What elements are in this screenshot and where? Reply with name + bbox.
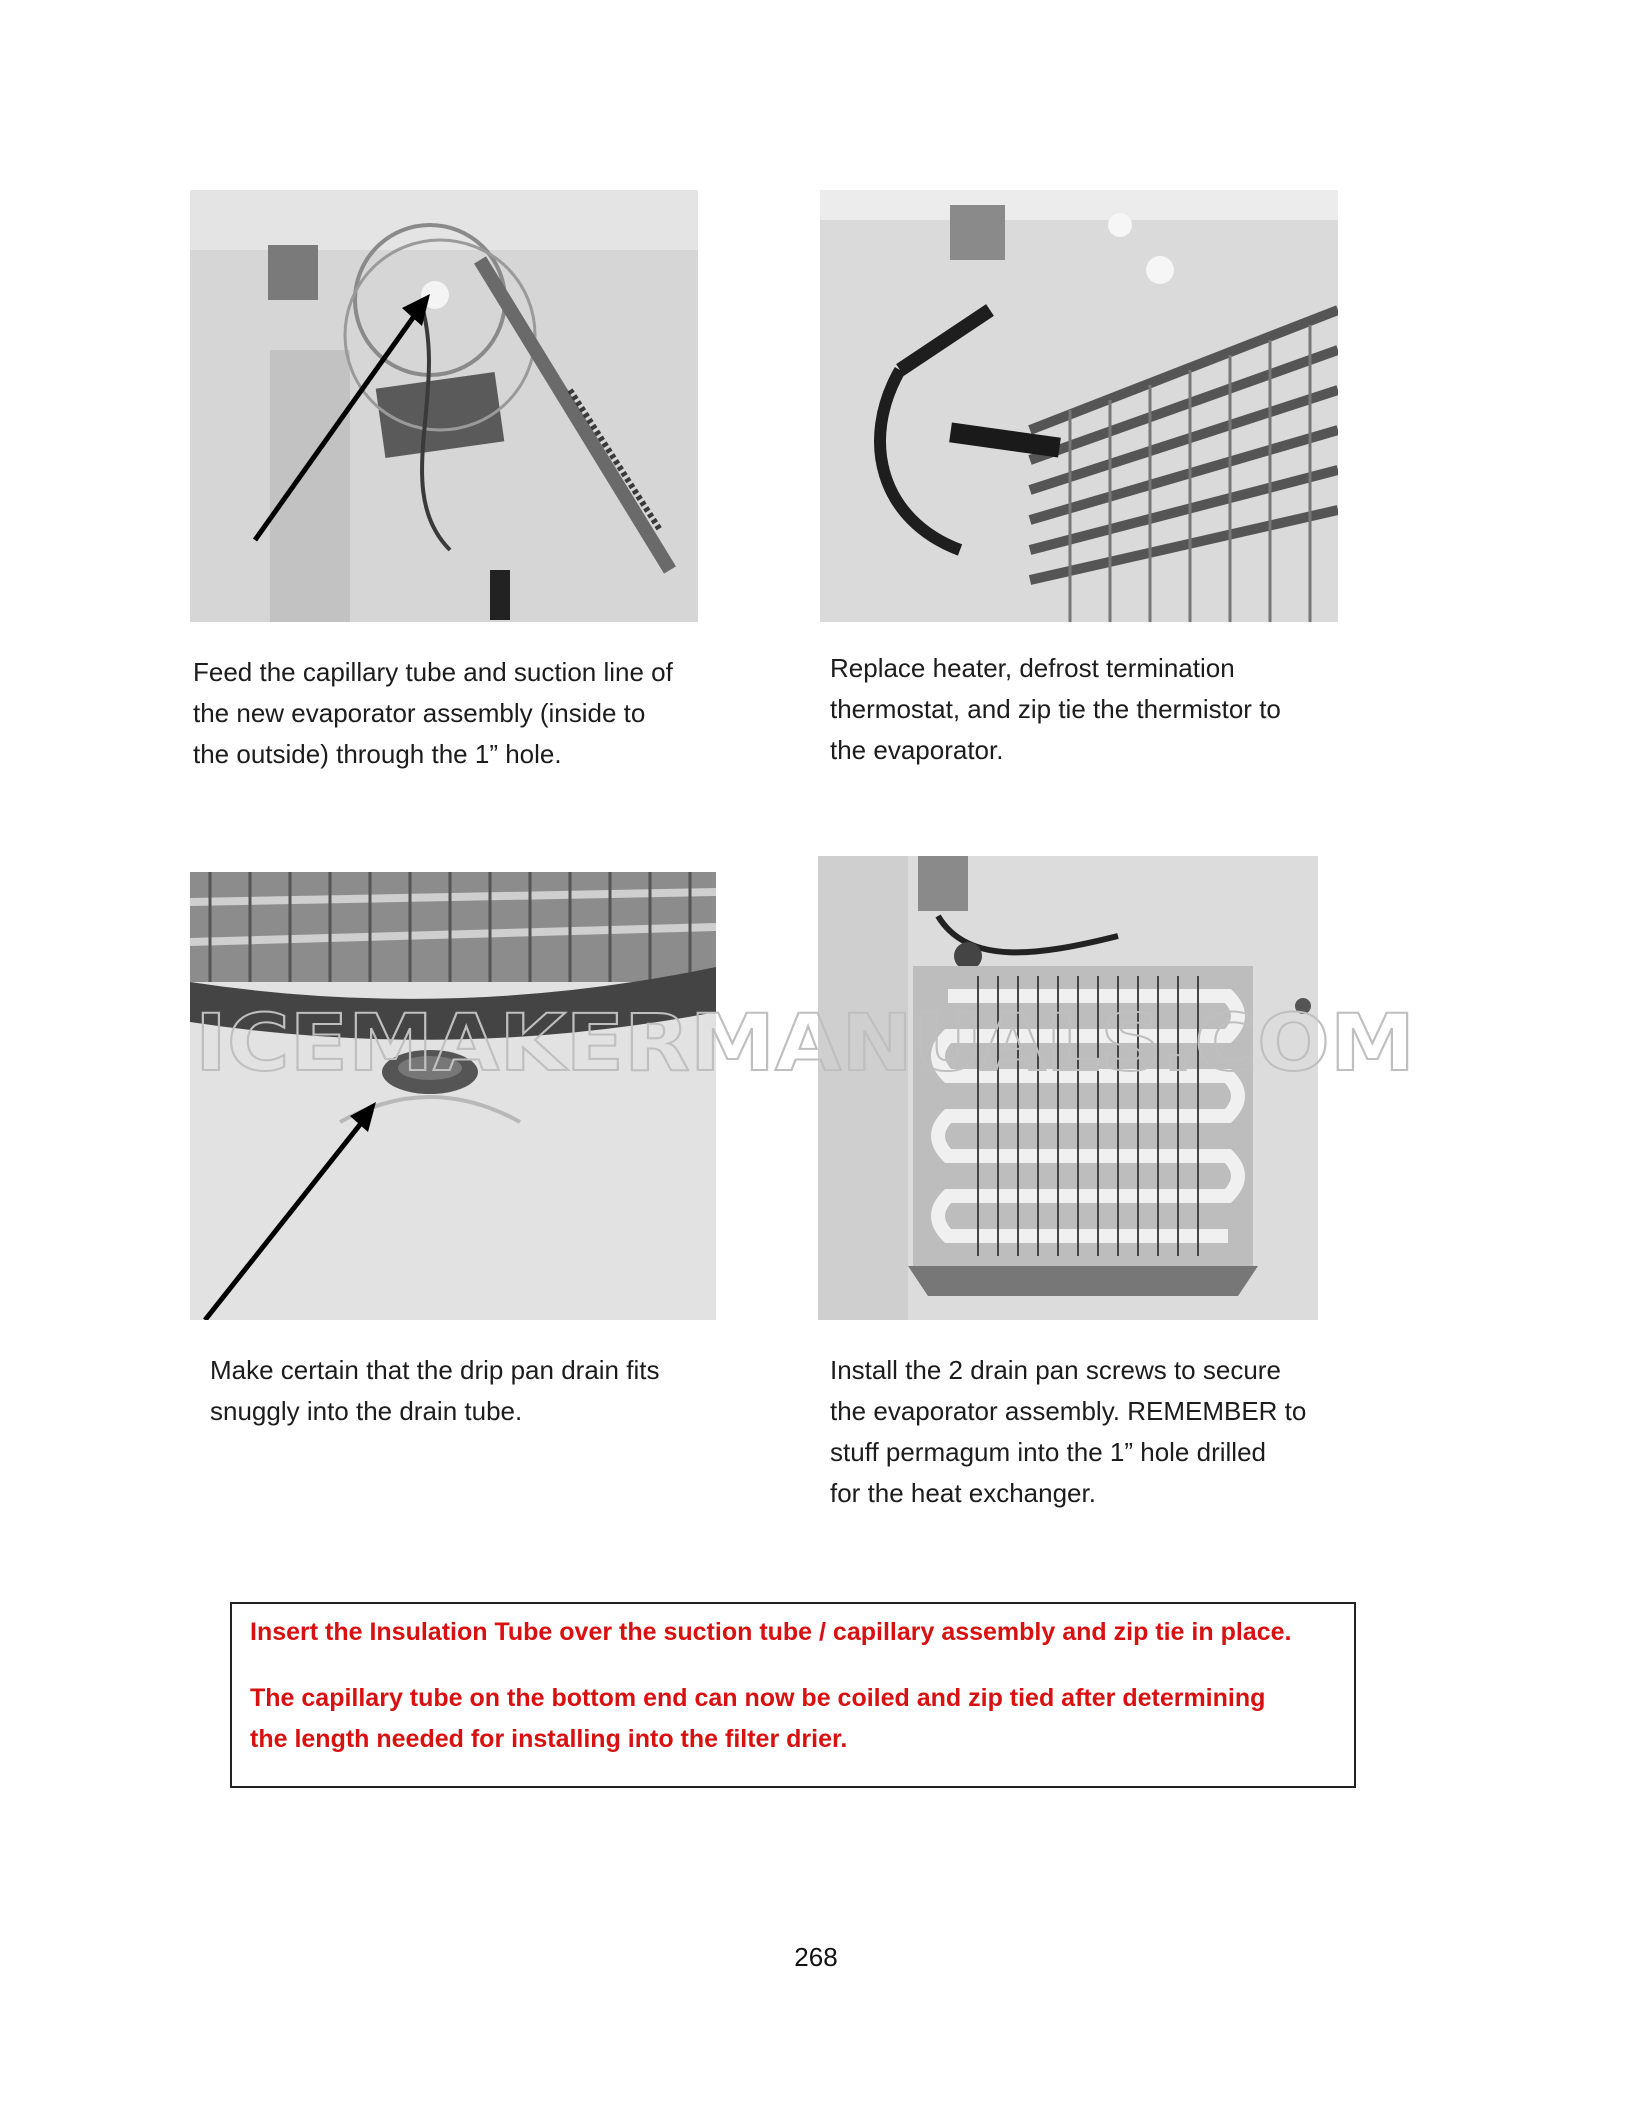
caption-top-right: [830, 648, 1281, 771]
caption-line: for the heat exchanger.: [830, 1478, 1096, 1508]
photo-evaporator-installed: [818, 856, 1318, 1320]
page-number: 268: [794, 1942, 838, 1972]
caption-line: the evaporator.: [830, 735, 1004, 765]
caption-line: Make certain that the drip pan drain fits: [210, 1355, 660, 1385]
note-line: the length needed for installing into the filter drier.: [250, 1725, 848, 1753]
caption-line: the evaporator assembly. REMEMBER to: [830, 1396, 1307, 1426]
note-capillary-coil: [250, 1678, 1265, 1760]
photo-capillary-tube-hole: [190, 190, 698, 622]
caption-top-left: [193, 652, 673, 775]
photo-evaporator-installed-image: [818, 856, 1318, 1320]
caption-line: stuff permagum into the 1” hole drilled: [830, 1437, 1266, 1467]
photo-heater-thermostat-image: [820, 190, 1338, 622]
caption-line: Replace heater, defrost termination: [830, 653, 1235, 683]
photo-drip-pan-drain-image: [190, 872, 716, 1320]
note-line: Insert the Insulation Tube over the suction tube / capillary assembly and zip tie in place.: [250, 1618, 1292, 1646]
photo-drip-pan-drain: [190, 872, 716, 1320]
note-insulation-tube: [250, 1612, 1291, 1653]
watermark-text: ICEMAKERMANUALS.COM: [195, 1002, 1415, 1082]
caption-line: thermostat, and zip tie the thermistor to: [830, 694, 1281, 724]
caption-line: Feed the capillary tube and suction line of: [193, 657, 673, 687]
caption-line: the new evaporator assembly (inside to: [193, 698, 646, 728]
caption-bottom-right: [830, 1350, 1306, 1514]
photo-heater-thermostat: [820, 190, 1338, 622]
caption-line: snuggly into the drain tube.: [210, 1396, 523, 1426]
photo-capillary-tube-hole-image: [190, 190, 698, 622]
caption-bottom-left: [210, 1350, 659, 1432]
caption-line: the outside) through the 1” hole.: [193, 739, 562, 769]
caption-line: Install the 2 drain pan screws to secure: [830, 1355, 1281, 1385]
important-note-box: [230, 1602, 1356, 1788]
note-line: The capillary tube on the bottom end can now be coiled and zip tied after determining: [250, 1684, 1266, 1712]
